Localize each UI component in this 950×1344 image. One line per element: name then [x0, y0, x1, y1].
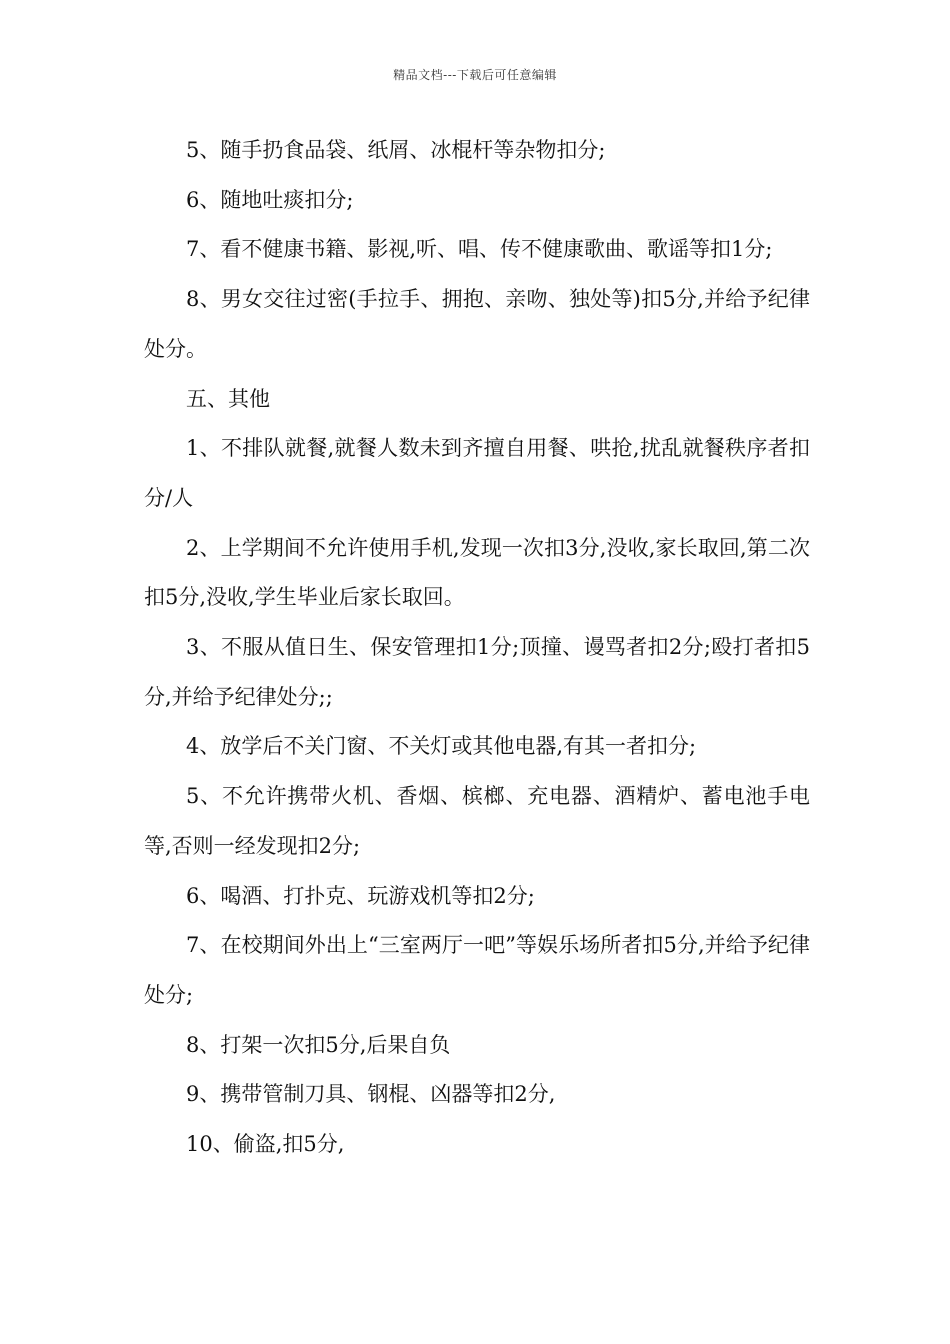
rule-item: 5、随手扔食品袋、纸屑、冰棍杆等杂物扣分;: [186, 138, 606, 162]
rule-item: 10、偷盗,扣5分,: [186, 1132, 345, 1157]
rule-item: 6、喝酒、打扑克、玩游戏机等扣2分;: [186, 883, 535, 908]
rule-item: 6、随地吐痰扣分;: [186, 187, 354, 212]
rule-item: 8、男女交往过密(手拉手、拥抱、亲吻、独处等)扣5分,并给予纪律处分。: [144, 287, 810, 361]
rule-item: 1、不排队就餐,就餐人数未到齐擅自用餐、哄抢,扰乱就餐秩序者扣分/人: [144, 436, 810, 510]
rule-item: 7、在校期间外出上“三室两厅一吧”等娱乐场所者扣5分,并给予纪律处分;: [144, 933, 810, 1007]
rule-item: 7、看不健康书籍、影视,听、唱、传不健康歌曲、歌谣等扣1分;: [186, 237, 773, 262]
rule-item: 9、携带管制刀具、钢棍、凶器等扣2分,: [186, 1082, 556, 1107]
section-heading: 五、其他: [186, 386, 270, 411]
rule-item: 2、上学期间不允许使用手机,发现一次扣3分,没收,家长取回,第二次扣5分,没收,学生毕业后家长取回。: [144, 535, 810, 610]
rule-item: 4、放学后不关门窗、不关灯或其他电器,有其一者扣分;: [186, 734, 697, 759]
rule-item: 8、打架一次扣5分,后果自负: [186, 1032, 451, 1057]
page-header: 精品文档---下载后可任意编辑: [393, 68, 557, 82]
document-body: [144, 126, 810, 1170]
rule-item: 5、不允许携带火机、香烟、槟榔、充电器、酒精炉、蓄电池手电等,否则一经发现扣2分;: [144, 784, 810, 858]
rule-item: 3、不服从值日生、保安管理扣1分;顶撞、谩骂者扣2分;殴打者扣5分,并给予纪律处分;;: [144, 635, 810, 709]
